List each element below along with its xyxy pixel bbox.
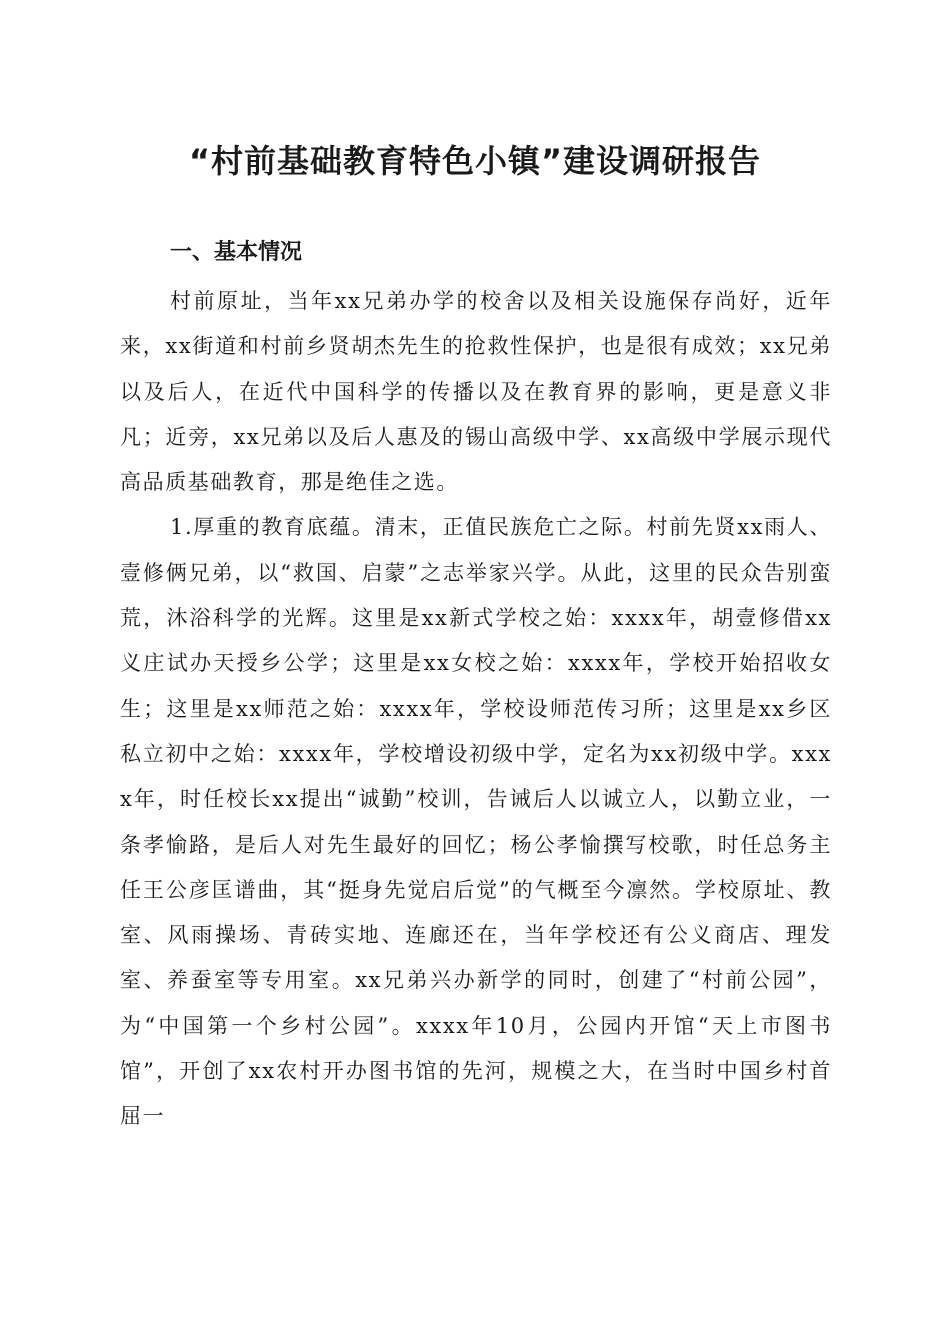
document-body: [120, 279, 832, 1140]
paragraph-education-heritage: 1.厚重的教育底蕴。清末，正值民族危亡之际。村前先贤xx雨人、壹修俩兄弟，以“救国、启蒙”之志举家兴学。从此，这里的民众告别蛮荒，沐浴科学的光辉。这里是xx新式学校之始：xxxx年，胡壹修借xx义庄试办天授乡公学；这里是xx女校之始：xxxx年，学校开始招收女生；这里是xx师范之始：xxxx年，学校设师范传习所；这里是xx乡区私立初中之始：xxxx年，学校增设初级中学，定名为xx初级中学。xxxx年，时任校长xx提出“诚勤”校训，告诫后人以诚立人，以勤立业，一条孝愉路，是后人对先生最好的回忆；杨公孝愉撰写校歌，时任总务主任王公彦匡谱曲，其“挺身先觉启后觉”的气概至今凛然。学校原址、教室、风雨操场、青砖实地、连廊还在，当年学校还有公义商店、理发室、养蚕室等专用室。xx兄弟兴办新学的同时，创建了“村前公园”，为“中国第一个乡村公园”。xxxx年10月，公园内开馆“天上市图书馆”，开创了xx农村开办图书馆的先河，规模之大，在当时中国乡村首屈一: [120, 515, 832, 1129]
section-heading: 一、基本情况: [170, 240, 303, 265]
paragraph-basic-situation: 村前原址，当年xx兄弟办学的校舍以及相关设施保存尚好，近年来，xx街道和村前乡贤胡杰先生的抢救性保护，也是很有成效；xx兄弟以及后人，在近代中国科学的传播以及在教育界的影响，更是意义非凡；近旁，xx兄弟以及后人惠及的锡山高级中学、xx高级中学展示现代高品质基础教育，那是绝佳之选。: [120, 289, 832, 495]
document-title: “村前基础教育特色小镇”建设调研报告: [188, 142, 762, 180]
